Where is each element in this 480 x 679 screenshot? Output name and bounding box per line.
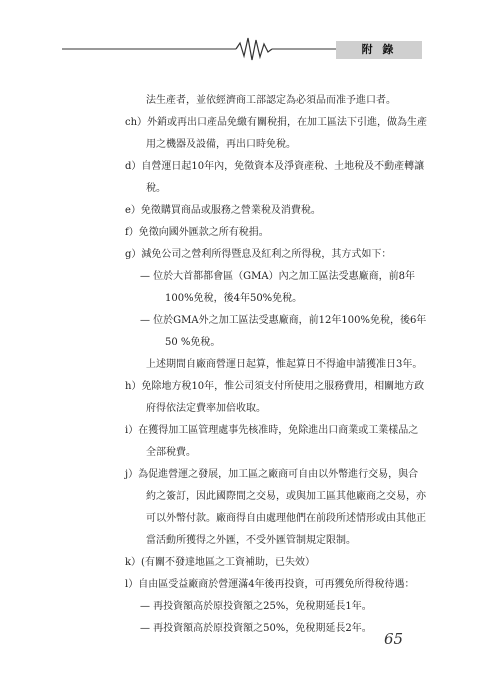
- body-line: 府得依法定費率加倍收取。: [146, 403, 266, 414]
- section-label: 附 錄: [361, 43, 397, 56]
- body-line: 法生產者，並依經濟商工部認定為必須品而准予進口者。: [146, 95, 396, 106]
- body-line: 上述期間自廠商營運日起算，惟起算日不得逾申請獲准日3年。: [146, 359, 423, 370]
- body-line: — 再投資額高於原投資額之50%，免稅期延長2年。: [140, 623, 372, 634]
- body-line: 當活動所獲得之外匯，不受外匯管制規定限制。: [146, 535, 356, 546]
- body-line: d）自營運日起10年內，免徵資本及淨資產稅、土地稅及不動產轉讓: [125, 161, 425, 172]
- body-line: 50 %免稅。: [165, 337, 221, 348]
- body-line: — 位於GMA外之加工區法受惠廠商，前12年100%免稅，後6年: [140, 315, 427, 326]
- page-number: 65: [384, 630, 404, 648]
- body-line: 用之機器及設備，再出口時免稅。: [146, 139, 296, 150]
- body-line: g）減免公司之營利所得暨息及紅利之所得稅，其方式如下：: [125, 249, 392, 260]
- body-line: — 位於大首都都會區（GMA）內之加工區法受惠廠商，前8年: [140, 271, 415, 282]
- body-line: 100%免稅，後4年50%免稅。: [165, 293, 303, 304]
- body-line: h）免除地方稅10年，惟公司須支付所使用之服務費用，相關地方政: [125, 381, 425, 392]
- body-line: 約之簽訂，因此國際間之交易，或與加工區其他廠商之交易，亦: [146, 491, 426, 502]
- body-line: 全部稅費。: [146, 447, 196, 458]
- body-line: e）免徵購買商品或服務之營業稅及消費稅。: [125, 205, 321, 216]
- body-line: 可以外幣付款。廠商得自由處理他們在前段所述情形或由其他正: [146, 513, 426, 524]
- body-line: j）為促進營運之發展，加工區之廠商可自由以外幣進行交易，與合: [125, 469, 419, 480]
- body-line: l）自由區受益廠商於營運滿4年後再投資，可再獲免所得稅待遇：: [125, 579, 415, 590]
- body-line: — 再投資額高於原投資額之25%，免稅期延長1年。: [140, 601, 372, 612]
- body-line: 稅。: [146, 183, 166, 194]
- body-line: k）(有關不發達地區之工資補助，已失效）: [125, 557, 315, 568]
- body-line: f）免徵向國外匯款之所有稅捐。: [125, 227, 269, 238]
- body-line: i）在獲得加工區管理處事先核准時，免除進出口商業或工業樣品之: [125, 425, 419, 436]
- body-line: ch）外銷或再出口產品免繳有關稅捐，在加工區法下引進，做為生產: [125, 117, 428, 128]
